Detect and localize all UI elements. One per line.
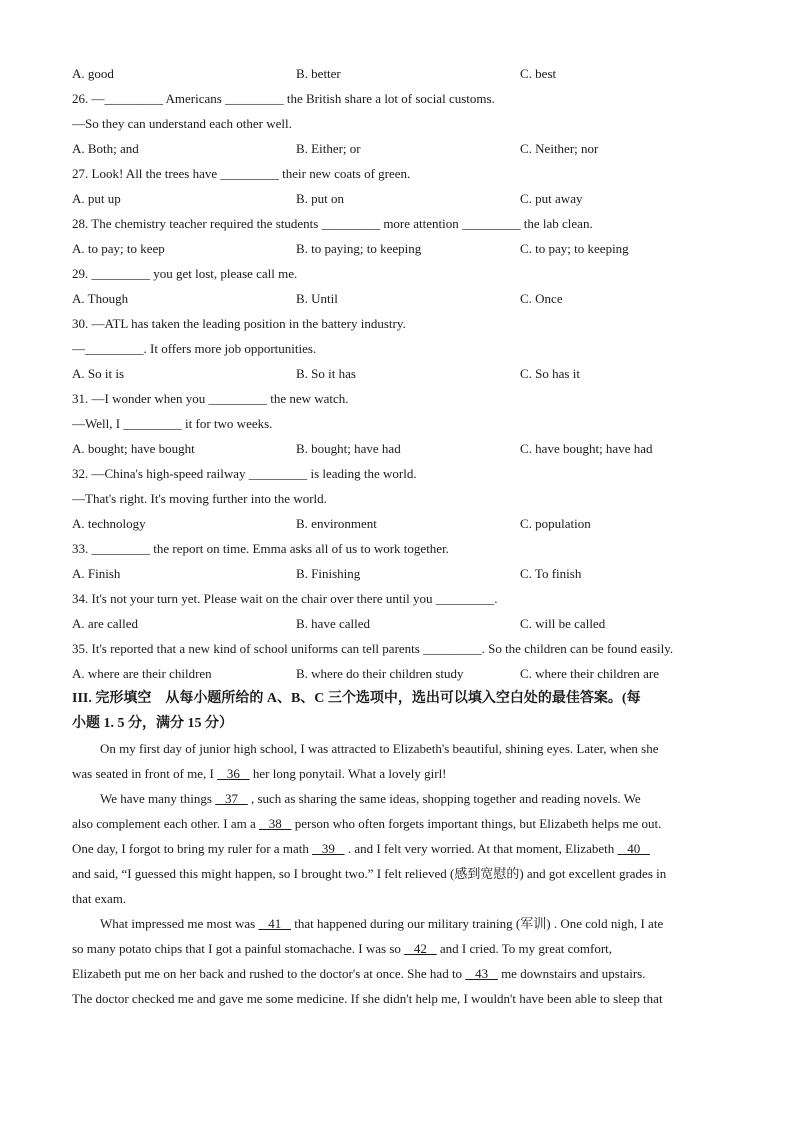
q29-option-a: A. Though: [72, 291, 129, 306]
passage-p3-line2: [72, 941, 612, 957]
q26-option-a: A. Both; and: [72, 141, 139, 156]
passage-p2-line4: and said, “I guessed this might happen, so I brought two.” I felt relieved (感到宽慰的) and got excellent grades in: [72, 866, 667, 881]
passage-p2-line3: [72, 841, 650, 857]
blank-43: 43: [465, 966, 498, 981]
passage-text: her long ponytail. What a lovely girl!: [249, 766, 447, 781]
q28-option-b: B. to paying; to keeping: [296, 241, 422, 256]
q31-stem-line2: —Well, I _________ it for two weeks.: [72, 416, 273, 431]
passage-text: so many potato chips that I got a painful stomachache. I was so: [72, 941, 405, 956]
passage-text: One day, I forgot to bring my ruler for a math: [72, 841, 313, 856]
q31-option-b: B. bought; have had: [296, 441, 401, 456]
blank-36: 36: [217, 766, 250, 781]
q35-option-a: A. where are their children: [72, 666, 212, 681]
q32-option-c: C. population: [520, 516, 591, 531]
passage-text: Elizabeth put me on her back and rushed to the doctor's at once. She had to: [72, 966, 466, 981]
q30-stem-line1: 30. —ATL has taken the leading position in the battery industry.: [72, 316, 406, 331]
q33-option-c: C. To finish: [520, 566, 582, 581]
q35-option-b: B. where do their children study: [296, 666, 464, 681]
passage-p1-line1: On my first day of junior high school, I was attracted to Elizabeth's beautiful, shining eyes. Later, when she: [100, 741, 659, 756]
q28-option-c: C. to pay; to keeping: [520, 241, 629, 256]
q31-option-a: A. bought; have bought: [72, 441, 195, 456]
passage-text: , such as sharing the same ideas, shopping together and reading novels. We: [247, 791, 641, 806]
q26-option-b: B. Either; or: [296, 141, 361, 156]
q30-option-c: C. So has it: [520, 366, 580, 381]
q32-option-a: A. technology: [72, 516, 146, 531]
blank-38: 38: [258, 816, 292, 831]
q28-stem: 28. The chemistry teacher required the students _________ more attention _________ the lab clean.: [72, 216, 593, 231]
q26-option-c: C. Neither; nor: [520, 141, 599, 156]
passage-p2-line2: [72, 816, 661, 832]
q32-option-b: B. environment: [296, 516, 377, 531]
q25-option-b: B. better: [296, 66, 341, 81]
blank-41: 41: [258, 916, 291, 931]
passage-text: . and I felt very worried. At that moment, Elizabeth: [344, 841, 618, 856]
passage-text: also complement each other. I am a: [72, 816, 259, 831]
passage-p3-line4: The doctor checked me and gave me some medicine. If she didn't help me, I wouldn't have been able to sleep that: [72, 991, 663, 1006]
q32-stem-line1: 32. —China's high-speed railway _________ is leading the world.: [72, 466, 417, 481]
q29-option-b: B. Until: [296, 291, 338, 306]
q29-stem: 29. _________ you get lost, please call me.: [72, 266, 298, 281]
q34-option-b: B. have called: [296, 616, 370, 631]
q34-option-c: C. will be called: [520, 616, 606, 631]
q29-option-c: C. Once: [520, 291, 563, 306]
q35-stem: 35. It's reported that a new kind of school uniforms can tell parents _________. So the children can be found easily.: [72, 641, 674, 656]
q33-option-a: A. Finish: [72, 566, 121, 581]
q30-option-a: A. So it is: [72, 366, 125, 381]
section-title-line2: 小题 1. 5 分，满分 15 分）: [72, 716, 233, 731]
q25-option-c: C. best: [520, 66, 557, 81]
q34-option-a: A. are called: [72, 616, 139, 631]
q34-stem: 34. It's not your turn yet. Please wait on the chair over there until you _________.: [72, 591, 498, 606]
blank-42: 42: [404, 941, 437, 956]
passage-p2-line5: that exam.: [72, 891, 127, 906]
q26-stem-line1: 26. —_________ Americans _________ the British share a lot of social customs.: [72, 91, 495, 106]
passage-text: that happened during our military training (军训) . One cold nigh, I ate: [291, 916, 664, 931]
q30-option-b: B. So it has: [296, 366, 356, 381]
q33-option-b: B. Finishing: [296, 566, 361, 581]
passage-p1-line2: [72, 766, 447, 782]
blank-40: 40: [617, 841, 650, 856]
blank-37: 37: [215, 791, 248, 806]
blank-39: 39: [312, 841, 345, 856]
passage-text: me downstairs and upstairs.: [497, 966, 646, 981]
q27-option-b: B. put on: [296, 191, 345, 206]
q31-option-c: C. have bought; have had: [520, 441, 653, 456]
q26-stem-line2: —So they can understand each other well.: [72, 116, 292, 131]
passage-text: was seated in front of me, I: [72, 766, 218, 781]
q27-option-a: A. put up: [72, 191, 121, 206]
q35-option-c: C. where their children are: [520, 666, 659, 681]
q33-stem: 33. _________ the report on time. Emma asks all of us to work together.: [72, 541, 449, 556]
passage-p2-line1: [100, 791, 641, 807]
passage-text: and I cried. To my great comfort,: [436, 941, 613, 956]
passage-text: We have many things: [100, 791, 216, 806]
q32-stem-line2: —That's right. It's moving further into the world.: [72, 491, 327, 506]
q25-option-a: A. good: [72, 66, 114, 81]
passage-text: What impressed me most was: [100, 916, 259, 931]
passage-p3-line1: [100, 916, 663, 932]
section-title-line1: III. 完形填空 从每小题所给的 A、B、C 三个选项中，选出可以填入空白处的最佳答案。(每: [72, 691, 641, 706]
passage-p3-line3: [72, 966, 645, 982]
passage-text: person who often forgets important things, but Elizabeth helps me out.: [291, 816, 662, 831]
q27-option-c: C. put away: [520, 191, 583, 206]
q30-stem-line2: —_________. It offers more job opportunities.: [72, 341, 317, 356]
q28-option-a: A. to pay; to keep: [72, 241, 165, 256]
q27-stem: 27. Look! All the trees have _________ their new coats of green.: [72, 166, 411, 181]
q31-stem-line1: 31. —I wonder when you _________ the new watch.: [72, 391, 349, 406]
